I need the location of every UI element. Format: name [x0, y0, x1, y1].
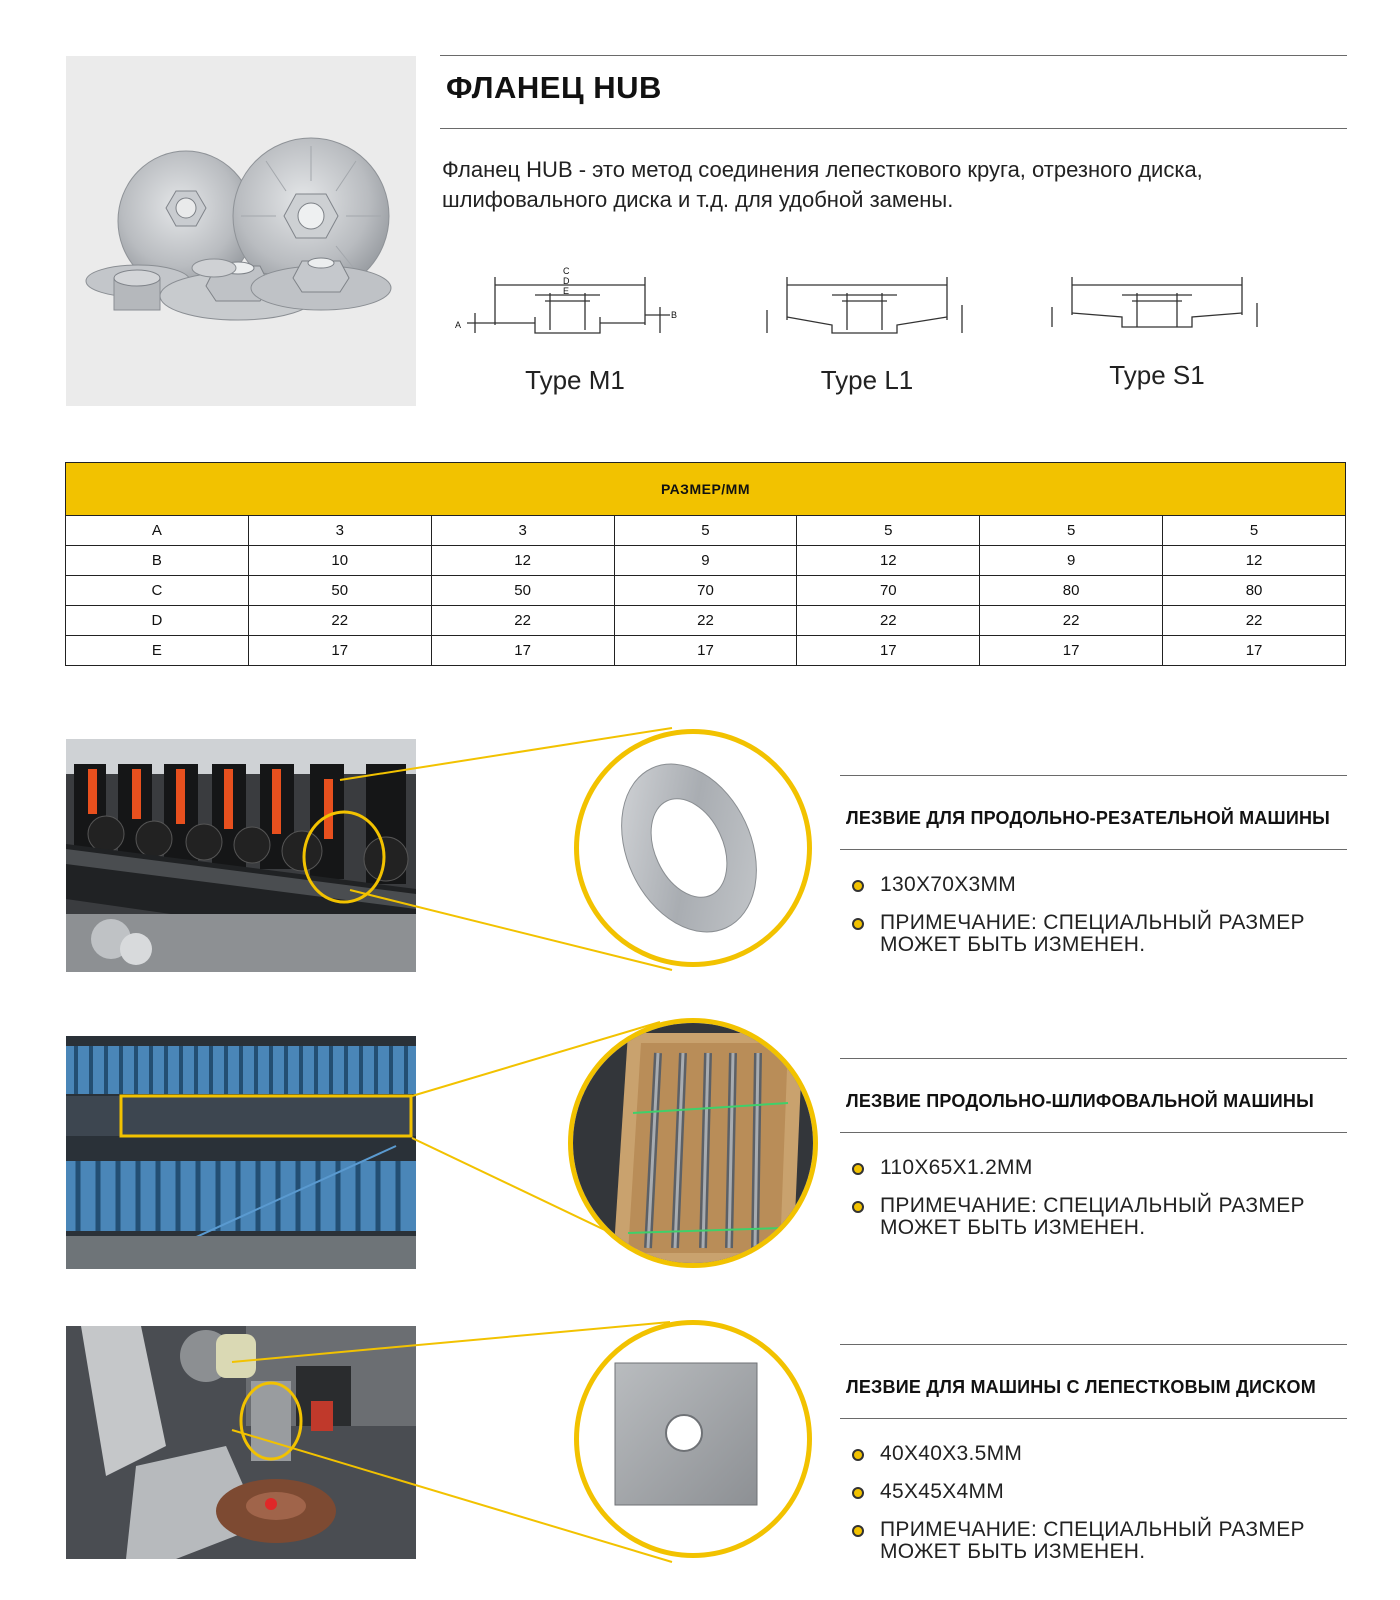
type-s1-label: Type S1	[1109, 360, 1205, 390]
size-cell: 5	[797, 516, 980, 546]
size-row-label: D	[66, 606, 249, 636]
size-cell: 50	[431, 576, 614, 606]
type-s1-diagram	[1037, 265, 1277, 405]
size-cell: 22	[980, 606, 1163, 636]
type-m1-label: Type M1	[525, 365, 625, 395]
size-table-header: РАЗМЕР/MM	[66, 463, 1346, 516]
size-row-label: E	[66, 636, 249, 666]
diagram-letter-d: D	[563, 276, 570, 286]
section2-top-rule	[840, 1058, 1347, 1059]
type-m1-diagram	[455, 265, 695, 405]
product-title: ФЛАНЕЦ HUB	[446, 70, 662, 105]
size-cell: 10	[248, 546, 431, 576]
slitting-blade-zoom	[574, 729, 812, 967]
size-cell: 3	[248, 516, 431, 546]
size-cell: 5	[980, 516, 1163, 546]
size-cell: 17	[1163, 636, 1346, 666]
size-cell: 17	[248, 636, 431, 666]
size-cell: 70	[797, 576, 980, 606]
size-cell: 3	[431, 516, 614, 546]
diagram-letter-e: E	[563, 286, 570, 296]
size-row-label: B	[66, 546, 249, 576]
product-description: Фланец HUB - это метод соединения лепесткового круга, отрезного диска, шлифовального диска и т.д. для удобной замены.	[442, 157, 1203, 212]
section1-top-rule	[840, 775, 1347, 776]
section3-bottom-rule	[840, 1418, 1347, 1419]
spec-item: ПРИМЕЧАНИЕ: СПЕЦИАЛЬНЫЙ РАЗМЕР МОЖЕТ БЫТЬ ИЗМЕНЕН.	[846, 912, 1326, 956]
section2-title: ЛЕЗВИЕ ПРОДОЛЬНО-ШЛИФОВАЛЬНОЙ МАШИНЫ	[846, 1091, 1314, 1111]
size-cell: 17	[980, 636, 1163, 666]
size-row-c	[66, 576, 1346, 606]
type-l1-diagram	[747, 265, 987, 405]
size-cell: 17	[797, 636, 980, 666]
section3-title: ЛЕЗВИЕ ДЛЯ МАШИНЫ С ЛЕПЕСТКОВЫМ ДИСКОМ	[846, 1377, 1316, 1397]
size-cell: 12	[797, 546, 980, 576]
diagram-letter-b: B	[671, 310, 678, 320]
size-cell: 9	[980, 546, 1163, 576]
section3-top-rule	[840, 1344, 1347, 1345]
size-cell: 17	[614, 636, 797, 666]
size-row-b	[66, 546, 1346, 576]
size-cell: 12	[1163, 546, 1346, 576]
spec-item: 45X45X4MM	[846, 1481, 1326, 1503]
size-cell: 22	[431, 606, 614, 636]
spec-item: ПРИМЕЧАНИЕ: СПЕЦИАЛЬНЫЙ РАЗМЕР МОЖЕТ БЫТЬ ИЗМЕНЕН.	[846, 1519, 1326, 1563]
size-row-d	[66, 606, 1346, 636]
size-row-a	[66, 516, 1346, 546]
size-cell: 50	[248, 576, 431, 606]
type-l1-label: Type L1	[820, 365, 914, 395]
diagram-letter-a: A	[455, 320, 462, 330]
size-cell: 80	[1163, 576, 1346, 606]
section1-specs	[846, 874, 1326, 972]
top-rule	[440, 55, 1347, 56]
size-row-label: C	[66, 576, 249, 606]
size-cell: 17	[431, 636, 614, 666]
size-cell: 12	[431, 546, 614, 576]
section1-bottom-rule	[840, 849, 1347, 850]
section2-bottom-rule	[840, 1132, 1347, 1133]
flap-disc-blade-zoom	[574, 1320, 812, 1558]
title-rule	[440, 128, 1347, 129]
size-cell: 22	[614, 606, 797, 636]
spec-item: 110X65X1.2MM	[846, 1157, 1326, 1179]
size-cell: 70	[614, 576, 797, 606]
size-cell: 22	[248, 606, 431, 636]
size-cell: 80	[980, 576, 1163, 606]
size-cell: 5	[1163, 516, 1346, 546]
spec-item: 130X70X3MM	[846, 874, 1326, 896]
section3-specs	[846, 1443, 1326, 1579]
section2-specs	[846, 1157, 1326, 1255]
size-row-e	[66, 636, 1346, 666]
grinding-blade-zoom	[568, 1018, 818, 1268]
size-cell: 22	[1163, 606, 1346, 636]
size-table	[65, 462, 1346, 666]
spec-item: ПРИМЕЧАНИЕ: СПЕЦИАЛЬНЫЙ РАЗМЕР МОЖЕТ БЫТЬ ИЗМЕНЕН.	[846, 1195, 1326, 1239]
spec-item: 40X40X3.5MM	[846, 1443, 1326, 1465]
size-cell: 22	[797, 606, 980, 636]
diagram-letter-c: C	[563, 266, 570, 276]
size-cell: 5	[614, 516, 797, 546]
size-row-label: A	[66, 516, 249, 546]
hub-flange-photo	[66, 56, 416, 406]
size-cell: 9	[614, 546, 797, 576]
section1-title: ЛЕЗВИЕ ДЛЯ ПРОДОЛЬНО-РЕЗАТЕЛЬНОЙ МАШИНЫ	[846, 808, 1330, 828]
